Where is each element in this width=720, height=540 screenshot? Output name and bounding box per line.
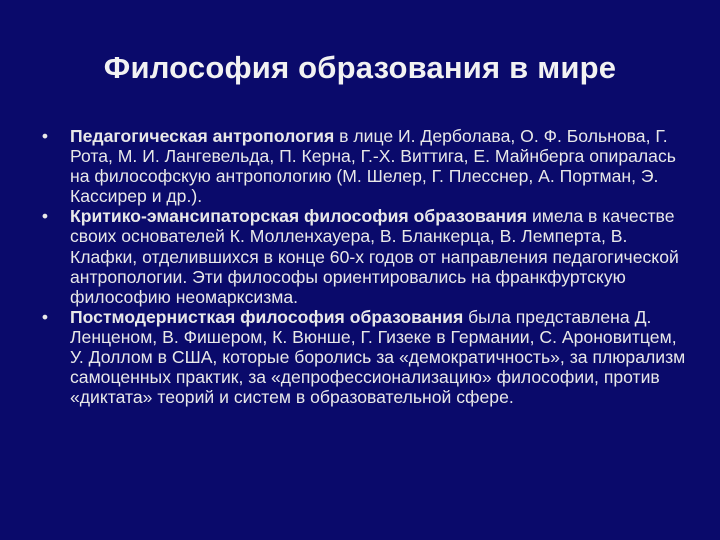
bullet-item bbox=[38, 206, 690, 306]
bullet-text: в лице И. Дерболава, О. Ф. Больнова, Г. Рота, М. И. Лангевельда, П. Керна, Г.-Х. Виттига, Е. Майнберга опиралась на философскую антропологию (М. Шелер, Г. Плесснер, А. Портман, Э. Кассирер и др.). bbox=[70, 126, 676, 207]
slide-title: Философия образования в мире bbox=[103, 50, 617, 85]
bullet-term: Постмодернисткая философия образования bbox=[70, 306, 464, 327]
bullet-term: Педагогическая антропология bbox=[70, 126, 335, 146]
bullet-dot: • bbox=[41, 126, 49, 146]
bullet-text: имела в качестве своих основателей К. Молленхауера, В. Бланкерца, В. Лемперта, В. Клафки, отделившихся в конце 60-х годов от направления педагогической антропологии. Эти философы ориентировались на франкфуртскую философию неомарксизма. bbox=[70, 206, 679, 307]
bullet-dot: • bbox=[41, 206, 49, 227]
bullet-item bbox=[38, 126, 690, 206]
bullet-item bbox=[38, 307, 690, 407]
bullet-dot: • bbox=[41, 306, 49, 327]
bullet-list bbox=[38, 126, 690, 407]
bullet-text: была представлена Д. Ленценом, В. Фишером, К. Вюнше, Г. Гизеке в Германии, С. Ароновитцем, У. Доллом в США, которые боролись за «демократичность», за плюрализм самоценных практик, за «депрофессионализацию» философии, против «диктата» теорий и систем в образовательной сфере. bbox=[70, 306, 686, 408]
bullet-term: Критико-эмансипаторская философия образования bbox=[70, 206, 528, 227]
